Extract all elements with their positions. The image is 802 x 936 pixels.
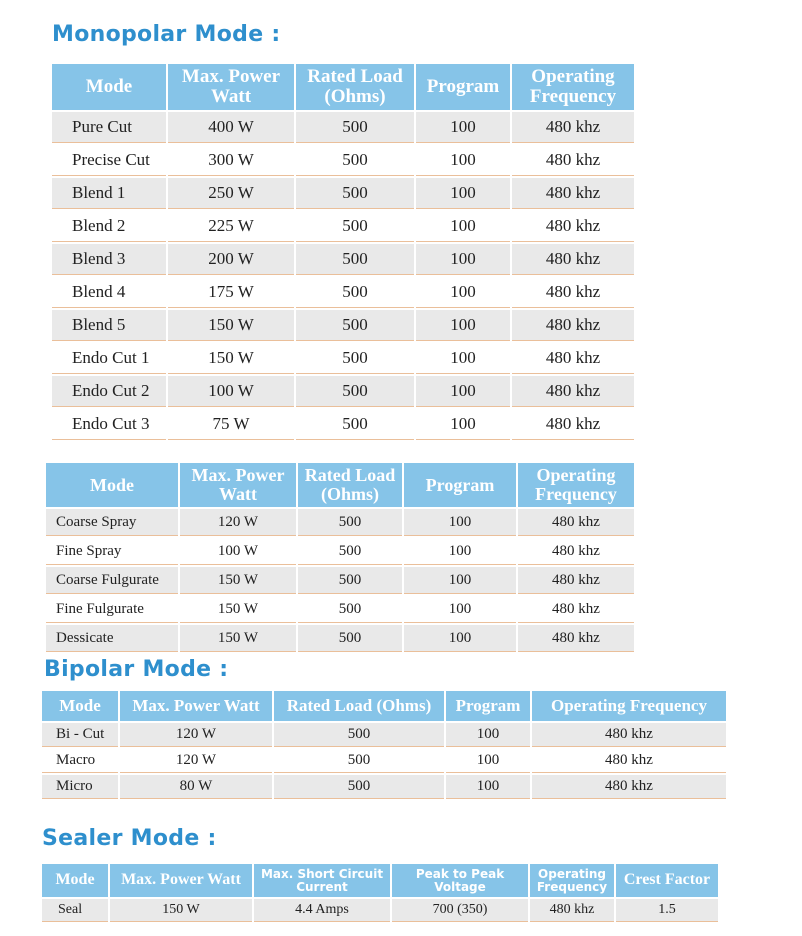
max-power-cell: 150 W: [168, 343, 294, 374]
max-power-cell: 150 W: [168, 310, 294, 341]
table-row: [52, 145, 634, 176]
col3-cell: 500: [298, 596, 402, 623]
column-header-crest-factor: Crest Factor: [616, 864, 718, 897]
col4-cell: 100: [404, 625, 516, 652]
col3-cell: 500: [296, 145, 414, 176]
coagulation-table-body: [46, 509, 634, 652]
column-header-peak-to-peak-voltage: Peak to Peak Voltage: [392, 864, 528, 897]
table-row: [42, 723, 726, 747]
mode-cell: Fine Fulgurate: [46, 596, 178, 623]
column-header-max-power: Max. Power Watt: [120, 691, 272, 721]
max-power-cell: 150 W: [110, 899, 252, 922]
col3-cell: 500: [296, 112, 414, 143]
sealer-table: [40, 862, 720, 924]
bipolar-table-body: [42, 723, 726, 799]
col4-cell: 100: [404, 538, 516, 565]
table-row: [46, 509, 634, 536]
col3-cell: 500: [296, 343, 414, 374]
col4-cell: 100: [416, 145, 510, 176]
mode-cell: Coarse Spray: [46, 509, 178, 536]
col3-cell: 500: [298, 509, 402, 536]
column-header-max-short-circuit-current: Max. Short Circuit Current: [254, 864, 390, 897]
max-power-cell: 225 W: [168, 211, 294, 242]
mode-cell: Fine Spray: [46, 538, 178, 565]
col4-cell: 100: [416, 244, 510, 275]
monopolar-table: [50, 62, 636, 442]
col5-cell: 480 khz: [518, 596, 634, 623]
column-header-mode: Mode: [52, 64, 166, 110]
column-header-rated-load: Rated Load (Ohms): [298, 463, 402, 507]
col3-cell: 500: [296, 178, 414, 209]
table-row: [52, 376, 634, 407]
monopolar-table-body: [52, 112, 634, 440]
col4-cell: 100: [416, 310, 510, 341]
column-header-mode: Mode: [46, 463, 178, 507]
max-power-cell: 80 W: [120, 775, 272, 799]
col4-cell: 100: [416, 178, 510, 209]
table-row: [52, 112, 634, 143]
table-row: [42, 775, 726, 799]
mode-cell: Macro: [42, 749, 118, 773]
max-power-cell: 120 W: [120, 723, 272, 747]
col3-cell: 500: [296, 376, 414, 407]
column-header-operating-frequency: Operating Frequency: [532, 691, 726, 721]
mode-cell: Coarse Fulgurate: [46, 567, 178, 594]
col3-cell: 500: [274, 723, 444, 747]
mode-cell: Pure Cut: [52, 112, 166, 143]
table-header-row: [52, 64, 634, 110]
col4-cell: 100: [404, 596, 516, 623]
col4-cell: 100: [404, 509, 516, 536]
col4-cell: 100: [416, 112, 510, 143]
column-header-operating-frequency: Operating Frequency: [518, 463, 634, 507]
mode-cell: Dessicate: [46, 625, 178, 652]
mode-cell: Blend 5: [52, 310, 166, 341]
coagulation-table: [44, 461, 636, 654]
col3-cell: 500: [296, 310, 414, 341]
col3-cell: 500: [296, 244, 414, 275]
col3-cell: 500: [296, 277, 414, 308]
col5-cell: 480 khz: [530, 899, 614, 922]
mode-cell: Endo Cut 1: [52, 343, 166, 374]
col4-cell: 100: [416, 211, 510, 242]
column-header-max-power: Max. Power Watt: [180, 463, 296, 507]
max-power-cell: 400 W: [168, 112, 294, 143]
col4-cell: 100: [416, 376, 510, 407]
col4-cell: 100: [416, 277, 510, 308]
column-header-max-power: Max. Power Watt: [168, 64, 294, 110]
max-power-cell: 150 W: [180, 567, 296, 594]
mode-cell: Blend 2: [52, 211, 166, 242]
max-power-cell: 250 W: [168, 178, 294, 209]
col3-cell: 500: [298, 538, 402, 565]
table-row: [46, 567, 634, 594]
column-header-program: Program: [416, 64, 510, 110]
col5-cell: 480 khz: [512, 244, 634, 275]
col5-cell: 480 khz: [512, 277, 634, 308]
col5-cell: 480 khz: [512, 211, 634, 242]
col5-cell: 480 khz: [532, 775, 726, 799]
mode-cell: Blend 4: [52, 277, 166, 308]
column-header-operating-frequency: Operating Frequency: [512, 64, 634, 110]
col5-cell: 480 khz: [512, 343, 634, 374]
col5-cell: 480 khz: [512, 145, 634, 176]
col5-cell: 480 khz: [532, 749, 726, 773]
monopolar-heading: Monopolar Mode :: [52, 22, 281, 47]
max-power-cell: 120 W: [120, 749, 272, 773]
mode-cell: Precise Cut: [52, 145, 166, 176]
col3-cell: 500: [274, 775, 444, 799]
max-power-cell: 75 W: [168, 409, 294, 440]
col5-cell: 480 khz: [532, 723, 726, 747]
col5-cell: 480 khz: [518, 567, 634, 594]
col3-cell: 500: [296, 409, 414, 440]
max-power-cell: 300 W: [168, 145, 294, 176]
table-row: [42, 749, 726, 773]
mode-cell: Bi - Cut: [42, 723, 118, 747]
mode-cell: Seal: [42, 899, 108, 922]
max-power-cell: 200 W: [168, 244, 294, 275]
sealer-heading: Sealer Mode :: [42, 826, 217, 851]
bipolar-table: [40, 689, 728, 801]
max-power-cell: 120 W: [180, 509, 296, 536]
col3-cell: 500: [298, 567, 402, 594]
col3-cell: 500: [298, 625, 402, 652]
bipolar-heading: Bipolar Mode :: [44, 657, 229, 682]
column-header-mode: Mode: [42, 864, 108, 897]
col5-cell: 480 khz: [512, 376, 634, 407]
mode-cell: Blend 3: [52, 244, 166, 275]
mode-cell: Endo Cut 2: [52, 376, 166, 407]
col5-cell: 480 khz: [518, 509, 634, 536]
col4-cell: 100: [404, 567, 516, 594]
col3-cell: 500: [274, 749, 444, 773]
table-row: [52, 409, 634, 440]
col4-cell: 100: [446, 775, 530, 799]
column-header-mode: Mode: [42, 691, 118, 721]
table-header-row: [42, 864, 718, 897]
max-power-cell: 150 W: [180, 596, 296, 623]
max-power-cell: 175 W: [168, 277, 294, 308]
col5-cell: 480 khz: [512, 409, 634, 440]
table-row: [52, 310, 634, 341]
mode-cell: Micro: [42, 775, 118, 799]
col5-cell: 480 khz: [518, 538, 634, 565]
column-header-program: Program: [446, 691, 530, 721]
sealer-table-body: [42, 899, 718, 922]
table-row: [46, 538, 634, 565]
col5-cell: 480 khz: [512, 310, 634, 341]
col4-cell: 100: [416, 343, 510, 374]
table-row: [46, 596, 634, 623]
col5-cell: 480 khz: [518, 625, 634, 652]
column-header-max-power: Max. Power Watt: [110, 864, 252, 897]
col4-cell: 100: [446, 749, 530, 773]
col6-cell: 1.5: [616, 899, 718, 922]
table-row: [46, 625, 634, 652]
mode-cell: Endo Cut 3: [52, 409, 166, 440]
table-row: [42, 899, 718, 922]
mode-cell: Blend 1: [52, 178, 166, 209]
col4-cell: 100: [416, 409, 510, 440]
col5-cell: 480 khz: [512, 112, 634, 143]
col4-cell: 100: [446, 723, 530, 747]
column-header-rated-load: Rated Load (Ohms): [296, 64, 414, 110]
max-power-cell: 100 W: [180, 538, 296, 565]
col3-cell: 500: [296, 211, 414, 242]
col5-cell: 480 khz: [512, 178, 634, 209]
col3-cell: 4.4 Amps: [254, 899, 390, 922]
table-row: [52, 211, 634, 242]
table-header-row: [42, 691, 726, 721]
max-power-cell: 150 W: [180, 625, 296, 652]
column-header-operating-frequency: Operating Frequency: [530, 864, 614, 897]
max-power-cell: 100 W: [168, 376, 294, 407]
col4-cell: 700 (350): [392, 899, 528, 922]
column-header-program: Program: [404, 463, 516, 507]
table-row: [52, 277, 634, 308]
column-header-rated-load: Rated Load (Ohms): [274, 691, 444, 721]
table-row: [52, 244, 634, 275]
table-row: [52, 178, 634, 209]
table-row: [52, 343, 634, 374]
table-header-row: [46, 463, 634, 507]
